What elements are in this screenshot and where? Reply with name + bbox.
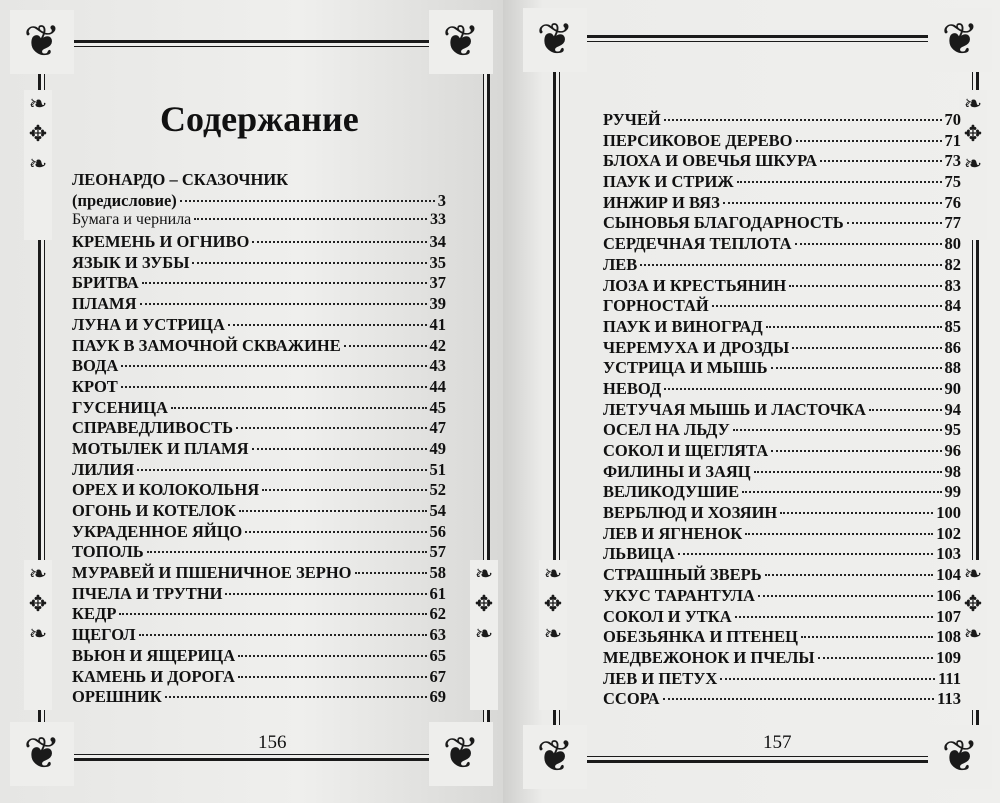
toc-entry-title: ГУСЕНИЦА: [72, 397, 168, 417]
corner-ornament-icon: ❦: [523, 725, 587, 789]
toc-entry-page: 67: [429, 666, 446, 686]
toc-entry: [603, 524, 961, 545]
corner-ornament-icon: ❦: [928, 8, 992, 72]
toc-entry-page: 56: [429, 521, 446, 541]
toc-entry: [72, 418, 446, 439]
toc-entry-title: ЧЕРЕМУХА И ДРОЗДЫ: [603, 337, 790, 357]
page-number: 156: [258, 732, 287, 753]
toc-entry: [603, 400, 961, 421]
toc-entry-title: (предисловие): [72, 190, 177, 210]
toc-entry-page: 73: [944, 151, 961, 171]
side-ornament-icon: ❧ ✥ ❧: [959, 90, 987, 240]
toc-entry-title: ОРЕШНИК: [72, 687, 162, 707]
dot-leader: [171, 407, 427, 409]
toc-entry-title: СОКОЛ И УТКА: [603, 606, 732, 626]
toc-entry-page: 35: [429, 252, 446, 272]
dot-leader: [820, 160, 941, 162]
toc-entry-title: УКРАДЕННОЕ ЯЙЦО: [72, 521, 243, 541]
dot-leader: [758, 595, 933, 597]
right-page: [503, 0, 1000, 803]
dot-leader: [252, 241, 426, 243]
toc-entry-title: ФИЛИНЫ И ЗАЯЦ: [603, 461, 751, 481]
toc-entry-page: 37: [429, 273, 446, 293]
toc-entry-title: ПАУК И ВИНОГРАД: [603, 316, 763, 336]
toc-entry: [603, 648, 961, 669]
toc-entry: [72, 191, 446, 212]
dot-leader: [737, 181, 942, 183]
toc-entry-title: ЛЕВ И ЯГНЕНОК: [603, 523, 743, 543]
toc-entry-title: МУРАВЕЙ И ПШЕНИЧНОЕ ЗЕРНО: [72, 563, 352, 583]
toc-entry: [72, 439, 446, 460]
toc-entry: [603, 255, 961, 276]
toc-entry-page: 107: [936, 606, 961, 626]
dot-leader: [121, 365, 426, 367]
toc-entry: [603, 669, 961, 690]
dot-leader: [245, 531, 426, 533]
toc-entry: [72, 398, 446, 419]
toc-entry: [72, 356, 446, 377]
toc-entry-title: ВОДА: [72, 356, 119, 376]
dot-leader: [796, 140, 942, 142]
dot-leader: [228, 324, 427, 326]
dot-leader: [355, 572, 427, 574]
toc-entry: [72, 501, 446, 522]
toc-entry-title: ЛЕВ И ПЕТУХ: [603, 668, 718, 688]
toc-entry-page: 100: [936, 503, 961, 523]
toc-entry: [72, 232, 446, 253]
dot-leader: [137, 469, 426, 471]
dot-leader: [180, 200, 435, 202]
dot-leader: [238, 676, 427, 678]
dot-leader: [742, 491, 941, 493]
dot-leader: [771, 450, 941, 452]
toc-entry-title: КРЕМЕНЬ И ОГНИВО: [72, 232, 250, 252]
dot-leader: [712, 305, 942, 307]
toc-entry-title: СТРАШНЫЙ ЗВЕРЬ: [603, 565, 762, 585]
toc-entry-page: 62: [429, 604, 446, 624]
side-ornament-icon: ❧ ✥ ❧: [470, 560, 498, 710]
toc-entry-title: КАМЕНЬ И ДОРОГА: [72, 666, 235, 686]
side-ornament-icon: ❧ ✥ ❧: [539, 560, 567, 710]
toc-entry: [603, 317, 961, 338]
toc-entry-title: ОБЕЗЬЯНКА И ПТЕНЕЦ: [603, 627, 798, 647]
toc-entry-title: НЕВОД: [603, 378, 662, 398]
toc-entry-page: 65: [429, 645, 446, 665]
dot-leader: [664, 119, 942, 121]
toc-entry-title: ЛЕТУЧАЯ МЫШЬ И ЛАСТОЧКА: [603, 399, 866, 419]
corner-ornament-icon: ❦: [10, 10, 74, 74]
toc-entry-title: ЛЬВИЦА: [603, 544, 675, 564]
toc-heading-text: ЛЕОНАРДО – СКАЗОЧНИК: [72, 170, 289, 189]
toc-entry-page: 96: [944, 441, 961, 460]
toc-entry-page: 58: [429, 563, 446, 583]
toc-entry: [72, 563, 446, 584]
toc-entry: [603, 565, 961, 586]
dot-leader: [795, 243, 942, 245]
toc-entry-title: ЛЕВ: [603, 254, 638, 274]
toc-entry: [603, 193, 961, 214]
toc-entry-title: ОРЕХ И КОЛОКОЛЬНЯ: [72, 480, 260, 500]
toc-entry-page: 75: [944, 172, 961, 192]
toc-entry: [603, 338, 961, 359]
dot-leader: [723, 202, 942, 204]
toc-entry-title: КЕДР: [72, 604, 117, 624]
dot-leader: [745, 533, 933, 535]
toc-entry-page: 61: [429, 583, 446, 603]
toc-entry: [72, 604, 446, 625]
toc-entry: [72, 625, 446, 646]
toc-entry: [603, 441, 961, 462]
toc-entry-title: ВЕРБЛЮД И ХОЗЯИН: [603, 503, 778, 523]
toc-entry-page: 57: [429, 542, 446, 562]
dot-leader: [735, 616, 934, 618]
toc-entry: [72, 646, 446, 667]
toc-entry-page: 43: [429, 356, 446, 376]
toc-entry: [72, 336, 446, 357]
dot-leader: [640, 264, 941, 266]
toc-entry-title: КРОТ: [72, 376, 118, 396]
toc-entry-page: 33: [430, 211, 446, 229]
dot-leader: [801, 636, 933, 638]
toc-entry-title: ПЧЕЛА И ТРУТНИ: [72, 583, 223, 603]
toc-entry: [603, 172, 961, 193]
dot-leader: [119, 613, 426, 615]
toc-entry: [603, 627, 961, 648]
toc-entry: [72, 460, 446, 481]
toc-entry-page: 39: [429, 294, 446, 314]
toc-entry: [603, 503, 961, 524]
dot-leader: [663, 698, 935, 700]
toc-entry-page: 109: [936, 647, 961, 667]
dot-leader: [142, 282, 427, 284]
toc-entry-title: ЛУНА И УСТРИЦА: [72, 314, 225, 334]
toc-entry-page: 90: [944, 378, 961, 398]
dot-leader: [239, 510, 427, 512]
toc-entry-title: БЛОХА И ОВЕЧЬЯ ШКУРА: [603, 151, 818, 171]
toc-entry-title: СОКОЛ И ЩЕГЛЯТА: [603, 441, 769, 460]
toc-entry-title: ПЕРСИКОВОЕ ДЕРЕВО: [603, 130, 793, 150]
toc-entry-title: ПАУК В ЗАМОЧНОЙ СКВАЖИНЕ: [72, 335, 341, 355]
toc-entry-title: ГОРНОСТАЙ: [603, 296, 709, 316]
toc-entry-page: 3: [437, 190, 446, 210]
dot-leader: [847, 222, 942, 224]
toc-entry-title: ВЬЮН И ЯЩЕРИЦА: [72, 645, 236, 665]
toc-entry-page: 49: [429, 438, 446, 458]
toc-entry-page: 111: [938, 668, 961, 688]
toc-entry: [603, 213, 961, 234]
toc-entry-title: МОТЫЛЕК И ПЛАМЯ: [72, 438, 249, 458]
table-of-contents: [603, 110, 961, 710]
corner-ornament-icon: ❦: [928, 725, 992, 789]
dot-leader: [139, 634, 427, 636]
toc-entry-title: ЛИЛИЯ: [72, 459, 135, 479]
dot-leader: [720, 678, 935, 680]
toc-entry-page: 47: [429, 418, 446, 438]
toc-entry-page: 69: [429, 687, 446, 707]
page-number: 157: [763, 732, 792, 753]
toc-entry-page: 103: [936, 544, 961, 564]
side-ornament-icon: ❧ ✥ ❧: [959, 560, 987, 710]
toc-entry: [603, 586, 961, 607]
toc-entry-title: ВЕЛИКОДУШИЕ: [603, 482, 740, 502]
dot-leader: [678, 553, 933, 555]
toc-entry: [72, 253, 446, 274]
toc-entry-title: СЕРДЕЧНАЯ ТЕПЛОТА: [603, 234, 792, 254]
dot-leader: [238, 655, 426, 657]
toc-entry: [603, 482, 961, 503]
toc-entry-title: ОСЕЛ НА ЛЬДУ: [603, 420, 730, 440]
toc-entry-page: 63: [429, 625, 446, 645]
toc-entry-title: УСТРИЦА И МЫШЬ: [603, 358, 768, 378]
toc-entry: [72, 480, 446, 501]
dot-leader: [733, 429, 942, 431]
toc-entry-title: РУЧЕЙ: [603, 110, 661, 129]
toc-entry-page: 94: [944, 399, 961, 419]
dot-leader: [262, 489, 426, 491]
toc-entry-page: 85: [944, 316, 961, 336]
dot-leader: [869, 409, 942, 411]
dot-leader: [780, 512, 933, 514]
toc-entry: [72, 211, 446, 232]
toc-entry: [603, 358, 961, 379]
toc-entry-page: 71: [944, 130, 961, 150]
dot-leader: [754, 471, 942, 473]
toc-entry: [603, 379, 961, 400]
toc-entry: [72, 273, 446, 294]
toc-entry: [603, 276, 961, 297]
dot-leader: [252, 448, 427, 450]
toc-entry: [72, 687, 446, 708]
dot-leader: [765, 574, 934, 576]
page-title: Содержание: [160, 99, 359, 139]
toc-entry: [603, 420, 961, 441]
dot-leader: [789, 285, 941, 287]
toc-entry-title: ТОПОЛЬ: [72, 542, 144, 562]
toc-entry-page: 80: [944, 234, 961, 254]
toc-entry-page: 51: [429, 459, 446, 479]
toc-entry-page: 41: [429, 314, 446, 334]
toc-entry: [603, 689, 961, 710]
table-of-contents: [72, 170, 446, 708]
toc-entry-page: 54: [429, 501, 446, 520]
dot-leader: [792, 347, 941, 349]
toc-entry: [603, 544, 961, 565]
toc-entry-page: 82: [944, 254, 961, 274]
dot-leader: [121, 386, 427, 388]
toc-entry-title: СЫНОВЬЯ БЛАГОДАРНОСТЬ: [603, 213, 844, 233]
toc-entry: [603, 234, 961, 255]
toc-entry: [72, 377, 446, 398]
toc-entry-title: ПЛАМЯ: [72, 294, 137, 314]
toc-entry-page: 95: [944, 420, 961, 440]
toc-entry-page: 84: [944, 296, 961, 316]
toc-entry-page: 83: [944, 275, 961, 295]
side-ornament-icon: ❧ ✥ ❧: [24, 90, 52, 240]
toc-entry-page: 34: [429, 232, 446, 252]
toc-entry: [603, 462, 961, 483]
toc-entry: [72, 522, 446, 543]
toc-heading: [72, 170, 446, 191]
toc-entry: [603, 110, 961, 131]
toc-entry-title: СПРАВЕДЛИВОСТЬ: [72, 418, 233, 438]
toc-entry-title: МЕДВЕЖОНОК И ПЧЕЛЫ: [603, 647, 815, 667]
side-ornament-icon: ❧ ✥ ❧: [24, 560, 52, 710]
toc-entry: [72, 542, 446, 563]
toc-entry-page: 88: [944, 358, 961, 378]
toc-entry-page: 70: [944, 110, 961, 129]
toc-entry: [72, 584, 446, 605]
toc-entry-page: 99: [944, 482, 961, 502]
toc-entry-title: ЯЗЫК И ЗУБЫ: [72, 252, 190, 272]
toc-entry-title: ЛОЗА И КРЕСТЬЯНИН: [603, 275, 787, 295]
toc-entry-page: 106: [936, 585, 961, 605]
corner-ornament-icon: ❦: [429, 10, 493, 74]
toc-entry-page: 98: [944, 461, 961, 481]
toc-entry-title: Бумага и чернила: [72, 211, 192, 229]
toc-entry-title: ЩЕГОЛ: [72, 625, 136, 645]
dot-leader: [225, 593, 426, 595]
toc-entry-page: 113: [937, 689, 961, 709]
toc-entry: [72, 315, 446, 336]
toc-entry-title: ОГОНЬ И КОТЕЛОК: [72, 501, 236, 520]
corner-ornament-icon: ❦: [10, 722, 74, 786]
toc-entry: [603, 131, 961, 152]
dot-leader: [194, 218, 427, 220]
dot-leader: [766, 326, 942, 328]
dot-leader: [771, 367, 942, 369]
toc-entry-title: УКУС ТАРАНТУЛА: [603, 585, 755, 605]
toc-entry-page: 76: [944, 192, 961, 212]
toc-entry-page: 86: [944, 337, 961, 357]
toc-entry: [603, 296, 961, 317]
toc-entry-page: 108: [936, 627, 961, 647]
dot-leader: [818, 657, 934, 659]
toc-entry-page: 44: [429, 376, 446, 396]
toc-entry-page: 104: [936, 565, 961, 585]
toc-entry-title: БРИТВА: [72, 273, 139, 293]
dot-leader: [147, 551, 427, 553]
toc-entry-title: ССОРА: [603, 689, 660, 709]
toc-entry-page: 77: [944, 213, 961, 233]
corner-ornament-icon: ❦: [429, 722, 493, 786]
toc-entry-page: 42: [429, 335, 446, 355]
dot-leader: [664, 388, 941, 390]
dot-leader: [192, 262, 426, 264]
toc-entry-title: ПАУК И СТРИЖ: [603, 172, 734, 192]
toc-entry-page: 52: [429, 480, 446, 500]
toc-entry: [603, 607, 961, 628]
toc-entry-page: 45: [429, 397, 446, 417]
dot-leader: [344, 345, 427, 347]
toc-entry-page: 102: [936, 523, 961, 543]
dot-leader: [165, 696, 427, 698]
toc-entry: [72, 294, 446, 315]
toc-entry: [72, 667, 446, 688]
corner-ornament-icon: ❦: [523, 8, 587, 72]
toc-entry-title: ИНЖИР И ВЯЗ: [603, 192, 720, 212]
dot-leader: [236, 427, 427, 429]
toc-entry: [603, 151, 961, 172]
dot-leader: [140, 303, 427, 305]
